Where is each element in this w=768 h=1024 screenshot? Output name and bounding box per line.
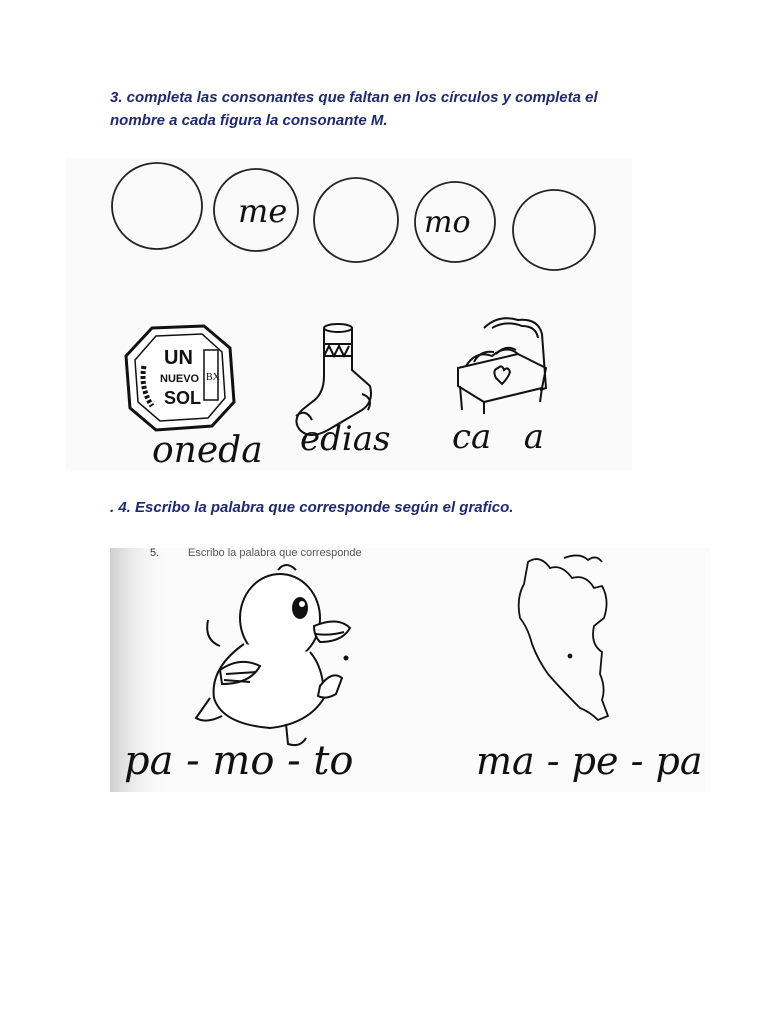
- syllables-pa-mo-to: pa - mo - to: [124, 738, 354, 784]
- syllable-circle-1: [112, 163, 202, 249]
- exercise-3-scan: [66, 158, 632, 470]
- syllable-circles: [112, 163, 595, 270]
- syllable-me: me: [238, 192, 288, 230]
- syllables-ma-pe-pa: ma - pe - pa: [476, 739, 703, 783]
- coin-initials: BX: [206, 372, 220, 383]
- scan-header-fragment: Escribo la palabra que corresponde: [188, 548, 362, 559]
- exercise-4-instruction: . 4. Escribo la palabra que corresponde según el grafico.: [110, 499, 514, 516]
- exercise-4-scan: [110, 548, 710, 792]
- bed-image: [458, 318, 546, 414]
- instruction-line-1: 3. completa las consonantes que faltan en los círculos y completa el: [110, 89, 598, 106]
- exercise-3-instruction: [110, 86, 670, 132]
- coin-image: [126, 326, 234, 430]
- instruction-line-2: nombre a cada figura la consonante M.: [110, 112, 388, 129]
- syllable-circle-5: [513, 190, 595, 270]
- coin-text-nuevo: NUEVO: [160, 373, 200, 385]
- syllable-circle-3: [314, 178, 398, 262]
- coin-text-un: UN: [164, 347, 193, 369]
- map-image: [519, 555, 608, 720]
- syllable-mo: mo: [424, 205, 471, 240]
- scan-header-number: 5.: [150, 548, 160, 559]
- coin-text-sol: SOL: [164, 388, 202, 408]
- duck-image: [196, 565, 350, 745]
- word-prompt-oneda: oneda: [152, 430, 263, 470]
- word-prompt-ca-a: ca a: [452, 417, 545, 457]
- word-prompt-edias: edias: [300, 419, 391, 459]
